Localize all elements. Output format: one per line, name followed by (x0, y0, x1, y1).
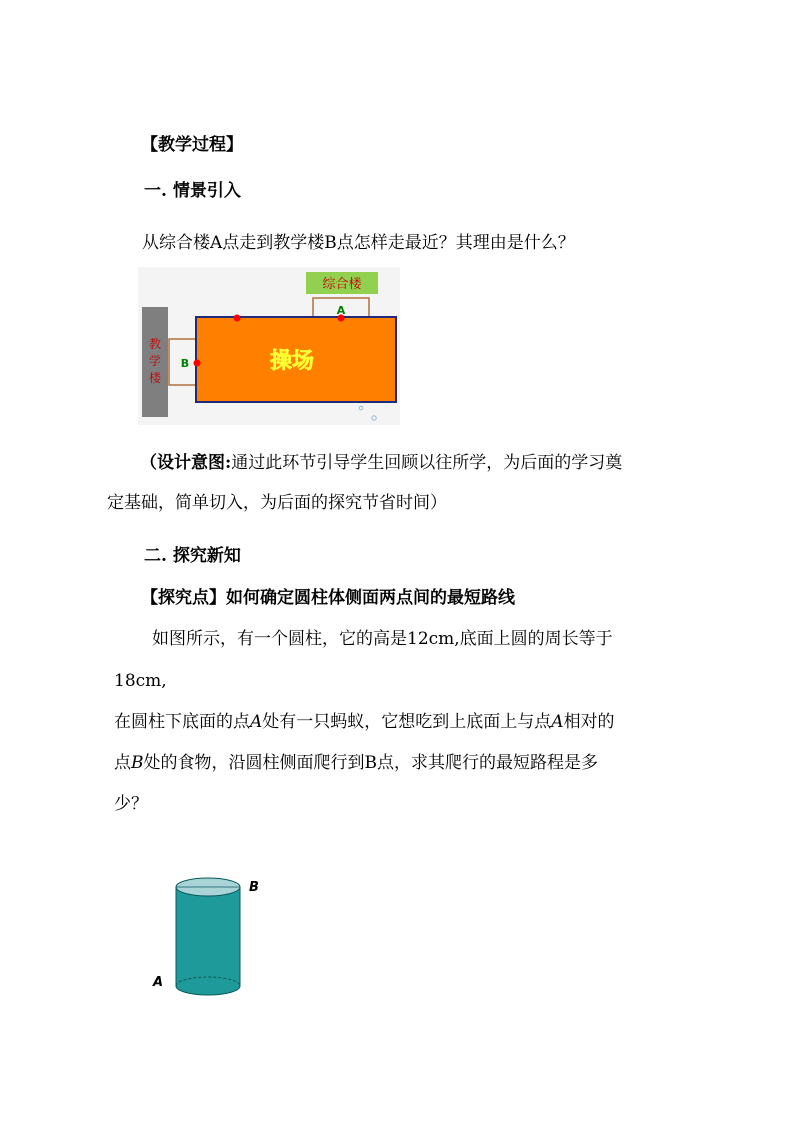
section-title: 【教学过程】 (141, 135, 243, 155)
problem-line-1: 如图所示，有一个圆柱，它的高是12cm,底面上圆的周长等于 (152, 629, 613, 649)
point-b-marker (194, 360, 201, 367)
teaching-building-char-2: 学 (148, 354, 162, 368)
teaching-building-char-3: 楼 (148, 371, 162, 385)
cylinder-body (176, 887, 240, 995)
design-intent-text-1: 通过此环节引导学生回顾以往所学，为后面的学习奠 (231, 453, 623, 473)
problem-line-5: 少？ (114, 794, 148, 814)
cylinder-label-b: B (249, 880, 259, 895)
problem-line-3 (114, 711, 615, 733)
problem-text: 点 (114, 753, 131, 773)
problem-text: 在圆柱下底面的点 (114, 712, 250, 732)
cylinder-diagram (145, 872, 275, 1002)
explore-point-line (141, 587, 515, 609)
variable-a: A (551, 712, 564, 732)
problem-text: 处的食物，沿圆柱侧面爬行到B点，求其爬行的最短路程是多 (143, 753, 598, 773)
problem-line-2: 18cm, (114, 671, 167, 691)
explore-point-title: 如何确定圆柱体侧面两点间的最短路线 (226, 588, 515, 608)
variable-b: B (131, 753, 144, 773)
comprehensive-building-label: 综合楼 (322, 277, 362, 292)
question-text: 从综合楼A点走到教学楼B点怎样走最近？其理由是什么？ (142, 233, 575, 253)
problem-text: 处有一只蚂蚁，它想吃到上底面上与点 (262, 712, 552, 732)
design-intent-line-2: 定基础，简单切入，为后面的探究节省时间） (107, 493, 447, 513)
heading-scenario-intro: 一. 情景引入 (144, 181, 241, 201)
explore-point-label: 【探究点】 (141, 588, 226, 608)
playground-label: 操场 (269, 349, 315, 374)
cylinder-label-a: A (153, 975, 164, 990)
problem-text: 相对的 (563, 712, 615, 732)
problem-line-4 (114, 752, 598, 774)
variable-a: A (250, 712, 263, 732)
point-a-label: A (336, 304, 346, 317)
campus-diagram (138, 267, 400, 425)
heading-explore-new: 二. 探究新知 (144, 546, 241, 566)
design-intent-line-1 (140, 452, 622, 474)
playground-corner-point (234, 315, 241, 322)
design-intent-label: （设计意图: (140, 453, 232, 473)
teaching-building-char-1: 教 (148, 337, 162, 351)
point-b-label: B (180, 357, 190, 370)
